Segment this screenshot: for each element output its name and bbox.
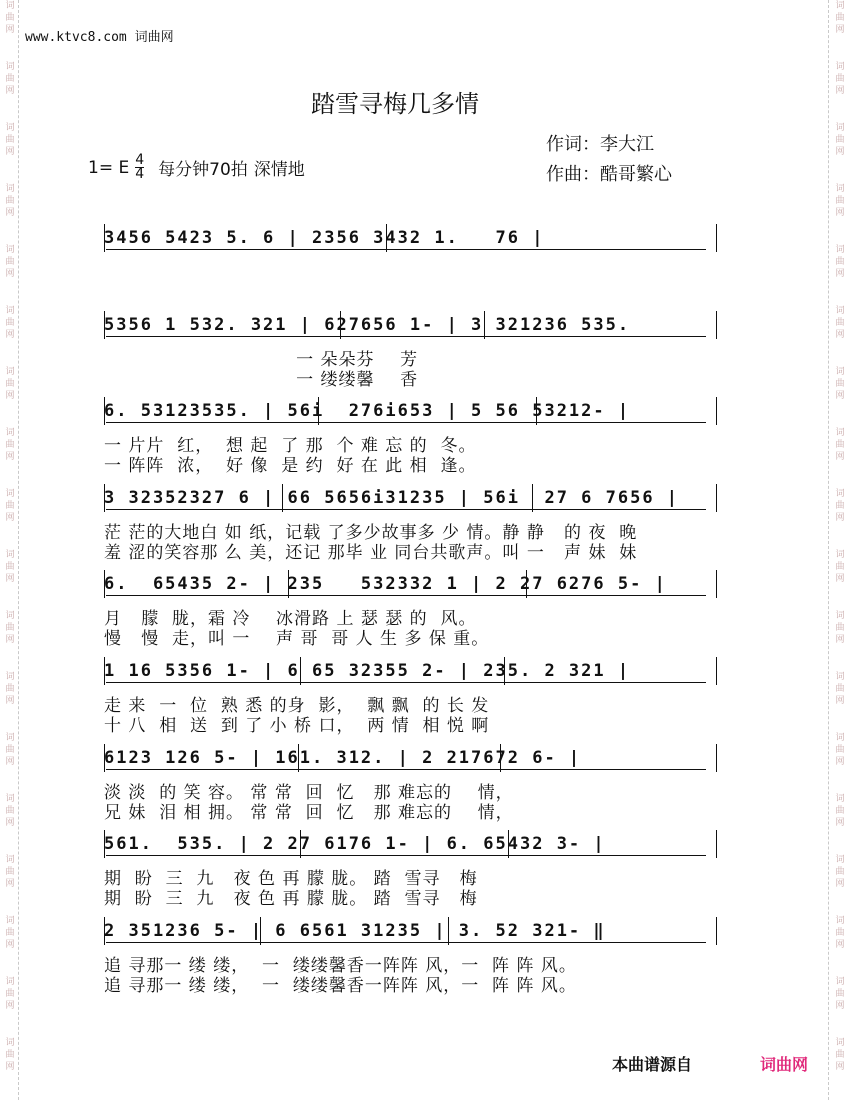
lyric-line-2: 追 寻那一 缕 缕， 一 缕缕馨香一阵阵 风，一 阵 阵 风。 bbox=[104, 975, 577, 996]
beam-underline bbox=[106, 509, 706, 510]
watermark-mark: 词 曲 网 bbox=[5, 428, 15, 462]
lyric-line-2: 羞 涩的笑容那 么 美，还记 那毕 业 同台共歌声。叫 一 声 妹 妹 bbox=[104, 542, 638, 563]
notation-line: 3456 5423 5. 6 | 2356 3432 1. 76 | bbox=[104, 228, 545, 248]
watermark-mark: 词 曲 网 bbox=[835, 977, 845, 1011]
lyric-line-2: 一 缕缕馨 香 bbox=[104, 369, 419, 390]
barline bbox=[526, 570, 527, 598]
barline bbox=[104, 917, 105, 945]
barline bbox=[500, 744, 501, 772]
score-system bbox=[104, 488, 724, 575]
site-url: www.ktvc8.com 词曲网 bbox=[25, 30, 174, 45]
notation-line: 3 32352327 6 | 66 5656i31235 | 56i 27 6 7656 | bbox=[104, 487, 680, 508]
barline bbox=[260, 917, 261, 945]
watermark-mark: 词 曲 网 bbox=[5, 123, 15, 157]
notation-line: 2 351236 5- | 6 6561 31235 | 3. 52 321- ‖ bbox=[104, 920, 606, 941]
beam-underline bbox=[106, 249, 706, 250]
barline bbox=[504, 657, 505, 685]
watermark-mark: 词 曲 网 bbox=[5, 550, 15, 584]
watermark-mark: 词 曲 网 bbox=[835, 672, 845, 706]
barline bbox=[288, 570, 289, 598]
right-watermark-strip bbox=[833, 0, 847, 1098]
score-system bbox=[104, 748, 724, 835]
barline bbox=[104, 657, 105, 685]
watermark-mark: 词 曲 网 bbox=[835, 855, 845, 889]
barline bbox=[536, 397, 537, 425]
score bbox=[104, 228, 724, 1007]
beam-underline bbox=[106, 422, 706, 423]
watermark-mark: 词 曲 网 bbox=[835, 123, 845, 157]
score-system bbox=[104, 661, 724, 748]
expression-marking: 深情地 bbox=[253, 160, 305, 180]
right-margin-rule bbox=[828, 0, 829, 1100]
beam-underline bbox=[106, 682, 706, 683]
watermark-mark: 词 曲 网 bbox=[5, 794, 15, 828]
score-system bbox=[104, 315, 724, 402]
watermark-mark: 词 曲 网 bbox=[5, 367, 15, 401]
watermark-mark: 词 曲 网 bbox=[835, 184, 845, 218]
lyric-line-2: 兄 妹 泪 相 拥。 常 常 回 忆 那 难忘的 情， bbox=[104, 802, 514, 823]
score-system bbox=[104, 574, 724, 661]
composer-credit: 作曲：酷哥繁心 bbox=[546, 164, 672, 185]
left-margin-rule bbox=[18, 0, 19, 1100]
key-signature: 1= E bbox=[88, 157, 130, 178]
barline bbox=[716, 570, 717, 598]
barline bbox=[716, 484, 717, 512]
watermark-mark: 词 曲 网 bbox=[835, 550, 845, 584]
lyric-line-1: 一 片片 红， 想 起 了 那 个 难 忘 的 冬。 bbox=[104, 436, 477, 457]
barline bbox=[716, 744, 717, 772]
barline bbox=[300, 830, 301, 858]
key-signature-line bbox=[88, 154, 305, 181]
watermark-mark: 词 曲 网 bbox=[5, 855, 15, 889]
time-numerator: 4 bbox=[135, 152, 145, 168]
score-system bbox=[104, 401, 724, 488]
lyric-line-1: 月 朦 胧，霜 冷 冰滑路 上 瑟 瑟 的 风。 bbox=[104, 609, 477, 630]
beam-underline bbox=[106, 595, 706, 596]
watermark-mark: 词 曲 网 bbox=[835, 611, 845, 645]
barline bbox=[448, 917, 449, 945]
watermark-mark: 词 曲 网 bbox=[835, 428, 845, 462]
barline bbox=[104, 224, 105, 252]
watermark-mark: 词 曲 网 bbox=[5, 977, 15, 1011]
credits bbox=[546, 130, 672, 190]
notation-line: 1 16 5356 1- | 6 65 32355 2- | 235. 2 321 | bbox=[104, 660, 631, 681]
lyric-line-2: 十 八 相 送 到 了 小 桥 口， 两 情 相 悦 啊 bbox=[104, 715, 490, 736]
barline bbox=[532, 484, 533, 512]
barline bbox=[716, 657, 717, 685]
barline bbox=[282, 484, 283, 512]
beam-underline bbox=[106, 942, 706, 943]
barline bbox=[386, 224, 387, 252]
watermark-mark: 词 曲 网 bbox=[835, 916, 845, 950]
barline bbox=[104, 484, 105, 512]
watermark-mark: 词 曲 网 bbox=[5, 611, 15, 645]
tempo-marking: 每分钟70拍 bbox=[158, 160, 248, 180]
watermark-mark: 词 曲 网 bbox=[835, 1, 845, 35]
watermark-mark: 词 曲 网 bbox=[835, 489, 845, 523]
watermark-mark: 词 曲 网 bbox=[835, 794, 845, 828]
notation-line: 6123 126 5- | 161. 312. | 2 217672 6- | bbox=[104, 747, 582, 768]
watermark-mark: 词 曲 网 bbox=[835, 733, 845, 767]
watermark-mark: 词 曲 网 bbox=[5, 916, 15, 950]
watermark-mark: 词 曲 网 bbox=[5, 184, 15, 218]
barline bbox=[716, 830, 717, 858]
notation-line: 6. 53123535. | 56i 276i653 | 5 56 53212- | bbox=[104, 401, 631, 422]
score-system bbox=[104, 228, 724, 315]
barline bbox=[716, 917, 717, 945]
watermark-mark: 词 曲 网 bbox=[5, 733, 15, 767]
notation-line: 6. 65435 2- | 235 532332 1 | 2 27 6276 5- | bbox=[104, 574, 667, 595]
barline bbox=[104, 570, 105, 598]
watermark-mark: 词 曲 网 bbox=[5, 245, 15, 279]
barline bbox=[508, 830, 509, 858]
barline bbox=[318, 397, 319, 425]
barline bbox=[104, 744, 105, 772]
score-system bbox=[104, 834, 724, 921]
barline bbox=[716, 311, 717, 339]
lyric-line-1: 追 寻那一 缕 缕， 一 缕缕馨香一阵阵 风，一 阵 阵 风。 bbox=[104, 955, 577, 976]
song-title: 踏雪寻梅几多情 bbox=[311, 90, 479, 118]
barline bbox=[104, 397, 105, 425]
watermark-mark: 词 曲 网 bbox=[835, 1038, 845, 1072]
beam-underline bbox=[106, 769, 706, 770]
barline bbox=[104, 830, 105, 858]
time-signature bbox=[135, 154, 144, 181]
watermark-mark: 词 曲 网 bbox=[835, 367, 845, 401]
barline bbox=[716, 397, 717, 425]
watermark-mark: 词 曲 网 bbox=[5, 489, 15, 523]
watermark-mark: 词 曲 网 bbox=[835, 306, 845, 340]
barline bbox=[298, 744, 299, 772]
watermark-mark: 词 曲 网 bbox=[5, 1038, 15, 1072]
watermark-mark: 词 曲 网 bbox=[5, 672, 15, 706]
lyric-line-2: 一 阵阵 浓， 好 像 是 约 好 在 此 相 逢。 bbox=[104, 456, 477, 477]
lyric-line-2: 期 盼 三 九 夜 色 再 朦 胧。 踏 雪寻 梅 bbox=[104, 889, 478, 910]
left-watermark-strip bbox=[3, 0, 17, 1098]
notation-line: 561. 535. | 2 27 6176 1- | 6. 65432 3- | bbox=[104, 834, 606, 855]
time-denominator: 4 bbox=[135, 166, 145, 182]
lyric-line-1: 茫 茫的大地白 如 纸，记载 了多少故事多 少 情。静 静 的 夜 晚 bbox=[104, 522, 638, 543]
notation-line: 5356 1 532. 321 | 627656 1- | 3 321236 535. bbox=[104, 314, 631, 335]
watermark-mark: 词 曲 网 bbox=[5, 306, 15, 340]
watermark-mark: 词 曲 网 bbox=[835, 62, 845, 96]
beam-underline bbox=[106, 336, 706, 337]
lyric-line-1: 期 盼 三 九 夜 色 再 朦 胧。 踏 雪寻 梅 bbox=[104, 869, 478, 890]
footer-source-label: 本曲谱源自 bbox=[612, 1055, 693, 1074]
watermark-mark: 词 曲 网 bbox=[5, 62, 15, 96]
footer-source-site: 词曲网 bbox=[760, 1055, 809, 1074]
lyricist-credit: 作词：李大江 bbox=[546, 134, 654, 155]
lyric-line-2: 慢 慢 走，叫 一 声 哥 哥 人 生 多 保 重。 bbox=[104, 629, 490, 650]
barline bbox=[716, 224, 717, 252]
lyric-line-1: 走 来 一 位 熟 悉 的身 影， 飘 飘 的 长 发 bbox=[104, 695, 490, 716]
score-system bbox=[104, 921, 724, 1008]
barline bbox=[104, 311, 105, 339]
watermark-mark: 词 曲 网 bbox=[5, 1, 15, 35]
barline bbox=[484, 311, 485, 339]
barline bbox=[340, 311, 341, 339]
barline bbox=[300, 657, 301, 685]
lyric-line-1: 一 朵朵芬 芳 bbox=[104, 349, 419, 370]
lyric-line-1: 淡 淡 的 笑 容。 常 常 回 忆 那 难忘的 情， bbox=[104, 782, 514, 803]
watermark-mark: 词 曲 网 bbox=[835, 245, 845, 279]
beam-underline bbox=[106, 855, 706, 856]
